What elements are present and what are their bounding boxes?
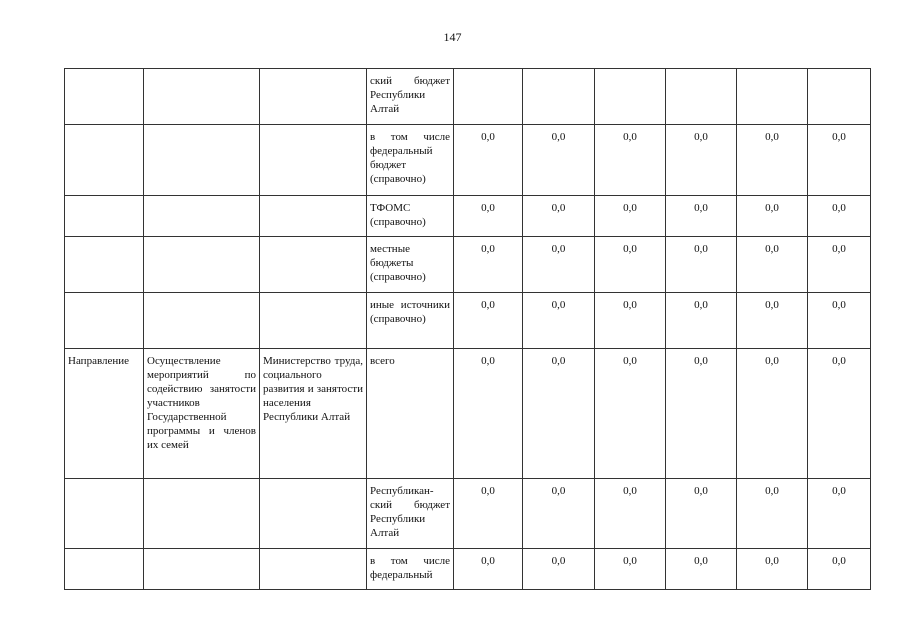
- table-row: [65, 196, 871, 237]
- cell-funding-source: Республикан-ский бюджет Республики Алтай: [367, 479, 454, 549]
- table-row: [65, 479, 871, 549]
- cell-value: 0,0: [454, 237, 523, 293]
- cell-event-name: [144, 69, 260, 125]
- cell-value: 0,0: [595, 549, 666, 590]
- cell-value: [454, 69, 523, 125]
- cell-value: 0,0: [808, 349, 871, 479]
- table-row: [65, 125, 871, 196]
- cell-value: [808, 69, 871, 125]
- cell-funding-source: ский бюджет Республики Алтай: [367, 69, 454, 125]
- cell-event-name: [144, 479, 260, 549]
- cell-value: 0,0: [523, 125, 595, 196]
- cell-value: 0,0: [523, 549, 595, 590]
- cell-value: 0,0: [737, 479, 808, 549]
- cell-value: 0,0: [666, 125, 737, 196]
- cell-value: 0,0: [737, 549, 808, 590]
- cell-value: 0,0: [454, 349, 523, 479]
- cell-event-type: [65, 125, 144, 196]
- cell-value: 0,0: [808, 237, 871, 293]
- cell-executor: [260, 237, 367, 293]
- cell-value: 0,0: [808, 125, 871, 196]
- cell-funding-source: в том числе федеральный: [367, 549, 454, 590]
- cell-value: 0,0: [523, 237, 595, 293]
- cell-funding-source: ТФОМС (справочно): [367, 196, 454, 237]
- cell-event-type: [65, 69, 144, 125]
- cell-value: 0,0: [523, 349, 595, 479]
- cell-value: 0,0: [523, 196, 595, 237]
- cell-value: [737, 69, 808, 125]
- table-body: [65, 69, 871, 590]
- cell-executor: [260, 293, 367, 349]
- cell-executor: [260, 479, 367, 549]
- cell-funding-source: местные бюджеты (справочно): [367, 237, 454, 293]
- cell-value: 0,0: [666, 196, 737, 237]
- cell-value: 0,0: [666, 237, 737, 293]
- cell-event-type: [65, 293, 144, 349]
- cell-value: 0,0: [808, 549, 871, 590]
- cell-executor: [260, 125, 367, 196]
- cell-event-name: [144, 549, 260, 590]
- cell-value: 0,0: [454, 196, 523, 237]
- cell-value: 0,0: [666, 349, 737, 479]
- cell-value: 0,0: [666, 293, 737, 349]
- cell-executor: [260, 196, 367, 237]
- cell-event-type: [65, 479, 144, 549]
- cell-value: 0,0: [454, 479, 523, 549]
- cell-value: 0,0: [808, 479, 871, 549]
- cell-value: 0,0: [737, 196, 808, 237]
- cell-value: 0,0: [595, 125, 666, 196]
- cell-funding-source: в том числе федеральный бюджет (справочно): [367, 125, 454, 196]
- cell-event-type: [65, 196, 144, 237]
- cell-value: 0,0: [737, 237, 808, 293]
- table-row: [65, 349, 871, 479]
- cell-event-name: [144, 293, 260, 349]
- table-row: [65, 69, 871, 125]
- cell-value: 0,0: [454, 125, 523, 196]
- cell-value: 0,0: [454, 293, 523, 349]
- table-row: [65, 549, 871, 590]
- cell-event-name: [144, 125, 260, 196]
- cell-value: 0,0: [808, 196, 871, 237]
- cell-event-type: [65, 549, 144, 590]
- cell-event-name: [144, 196, 260, 237]
- page-number: 147: [443, 30, 462, 44]
- cell-event-name: Осуществление мероприятий по содействию занятости участников Государственной программы и членов их семей: [144, 349, 260, 479]
- cell-value: 0,0: [737, 125, 808, 196]
- cell-value: 0,0: [523, 293, 595, 349]
- cell-value: 0,0: [523, 479, 595, 549]
- cell-event-type: [65, 237, 144, 293]
- cell-value: 0,0: [666, 549, 737, 590]
- cell-event-type: Направление: [65, 349, 144, 479]
- cell-value: [666, 69, 737, 125]
- cell-value: 0,0: [666, 479, 737, 549]
- cell-value: 0,0: [595, 479, 666, 549]
- cell-event-name: [144, 237, 260, 293]
- cell-value: 0,0: [595, 293, 666, 349]
- table-row: [65, 293, 871, 349]
- cell-value: 0,0: [454, 549, 523, 590]
- cell-executor: [260, 69, 367, 125]
- cell-value: 0,0: [595, 349, 666, 479]
- cell-value: 0,0: [595, 237, 666, 293]
- cell-funding-source: всего: [367, 349, 454, 479]
- cell-value: 0,0: [595, 196, 666, 237]
- cell-value: 0,0: [737, 349, 808, 479]
- cell-funding-source: иные источники (справочно): [367, 293, 454, 349]
- cell-value: 0,0: [737, 293, 808, 349]
- cell-executor: Министерство труда, социального развития и занятости населения Республики Алтай: [260, 349, 367, 479]
- cell-value: [523, 69, 595, 125]
- funding-table: [64, 68, 871, 590]
- cell-executor: [260, 549, 367, 590]
- table-row: [65, 237, 871, 293]
- cell-value: [595, 69, 666, 125]
- cell-value: 0,0: [808, 293, 871, 349]
